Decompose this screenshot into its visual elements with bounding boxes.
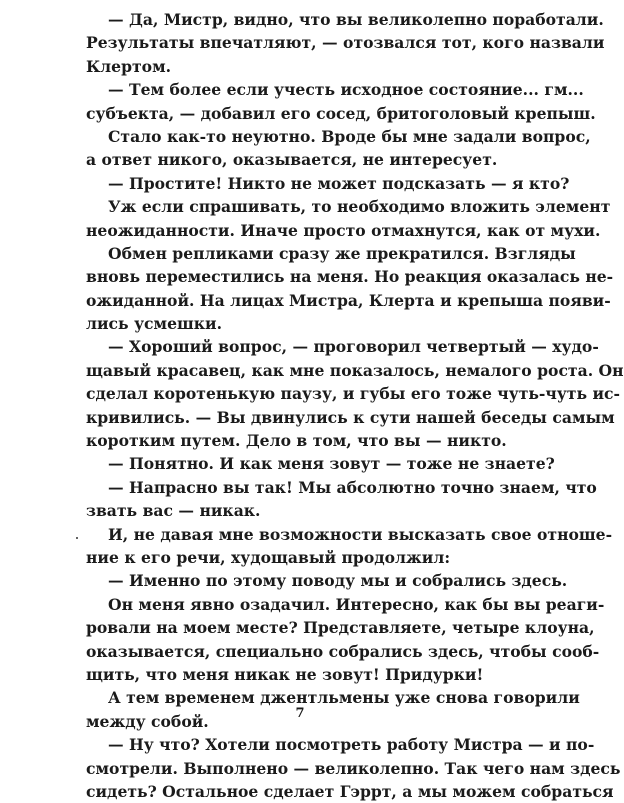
print-speck	[76, 537, 78, 539]
text-line: сделал коротенькую паузу, и губы его тоже чуть-чуть ис-	[86, 384, 621, 404]
text-line: — Понятно. И как меня зовут — тоже не знаете?	[108, 454, 555, 474]
text-line: смотрели. Выполнено — великолепно. Так чего нам здесь	[86, 758, 621, 778]
text-line: Он меня явно озадачил. Интересно, как бы вы реаги-	[108, 594, 605, 614]
text-line: звать вас — никак.	[86, 501, 261, 521]
text-line: кривились. — Вы двинулись к сути нашей беседы самым	[86, 407, 615, 427]
text-line: Результаты впечатляют, — отозвался тот, кого назвали	[86, 33, 605, 53]
page-number: 7	[295, 706, 305, 721]
text-line: — Именно по этому поводу мы и собрались здесь.	[108, 571, 568, 591]
text-line: между собой.	[86, 711, 209, 731]
text-line: лись усмешки.	[86, 314, 223, 334]
text-line: — Тем более если учесть исходное состояние... гм...	[108, 80, 584, 100]
text-line: — Ну что? Хотели посмотреть работу Мистра — и по-	[108, 735, 595, 755]
text-line: неожиданности. Иначе просто отмахнутся, как от мухи.	[86, 220, 601, 240]
text-line: Уж если спрашивать, то необходимо вложить элемент	[108, 197, 611, 217]
page-body-text	[86, 8, 624, 803]
text-line: И, не давая мне возможности высказать свое отноше-	[108, 524, 613, 544]
text-line: сидеть? Остальное сделает Гэррт, а мы можем собраться	[86, 781, 614, 801]
text-line: А тем временем джентльмены уже снова говорили	[108, 688, 580, 708]
text-line: Стало как-то неуютно. Вроде бы мне задали вопрос,	[108, 126, 591, 146]
text-line: оказывается, специально собрались здесь, чтобы сооб-	[86, 641, 600, 661]
text-line: субъекта, — добавил его сосед, бритоголовый крепыш.	[86, 103, 596, 123]
text-line: Обмен репликами сразу же прекратился. Взгляды	[108, 243, 576, 263]
text-line: Клертом.	[86, 56, 172, 76]
text-line: щавый красавец, как мне показалось, немалого роста. Он	[86, 360, 624, 380]
text-line: ние к его речи, худощавый продолжил:	[86, 547, 451, 567]
text-line: — Простите! Никто не может подсказать — я кто?	[108, 173, 570, 193]
text-line: ровали на моем месте? Представляете, четыре клоуна,	[86, 618, 595, 638]
text-line: — Хороший вопрос, — проговорил четвертый — худо-	[108, 337, 599, 357]
text-line: щить, что меня никак не зовут! Придурки!	[86, 664, 484, 684]
text-line: — Напрасно вы так! Мы абсолютно точно знаем, что	[108, 477, 597, 497]
text-line: ожиданной. На лицах Мистра, Клерта и крепыша появи-	[86, 290, 611, 310]
text-line: коротким путем. Дело в том, что вы — никто.	[86, 431, 507, 451]
text-line: вновь переместились на меня. Но реакция оказалась не-	[86, 267, 614, 287]
text-line: а ответ никого, оказывается, не интересует.	[86, 150, 498, 170]
text-line: — Да, Мистр, видно, что вы великолепно поработали.	[108, 10, 604, 29]
